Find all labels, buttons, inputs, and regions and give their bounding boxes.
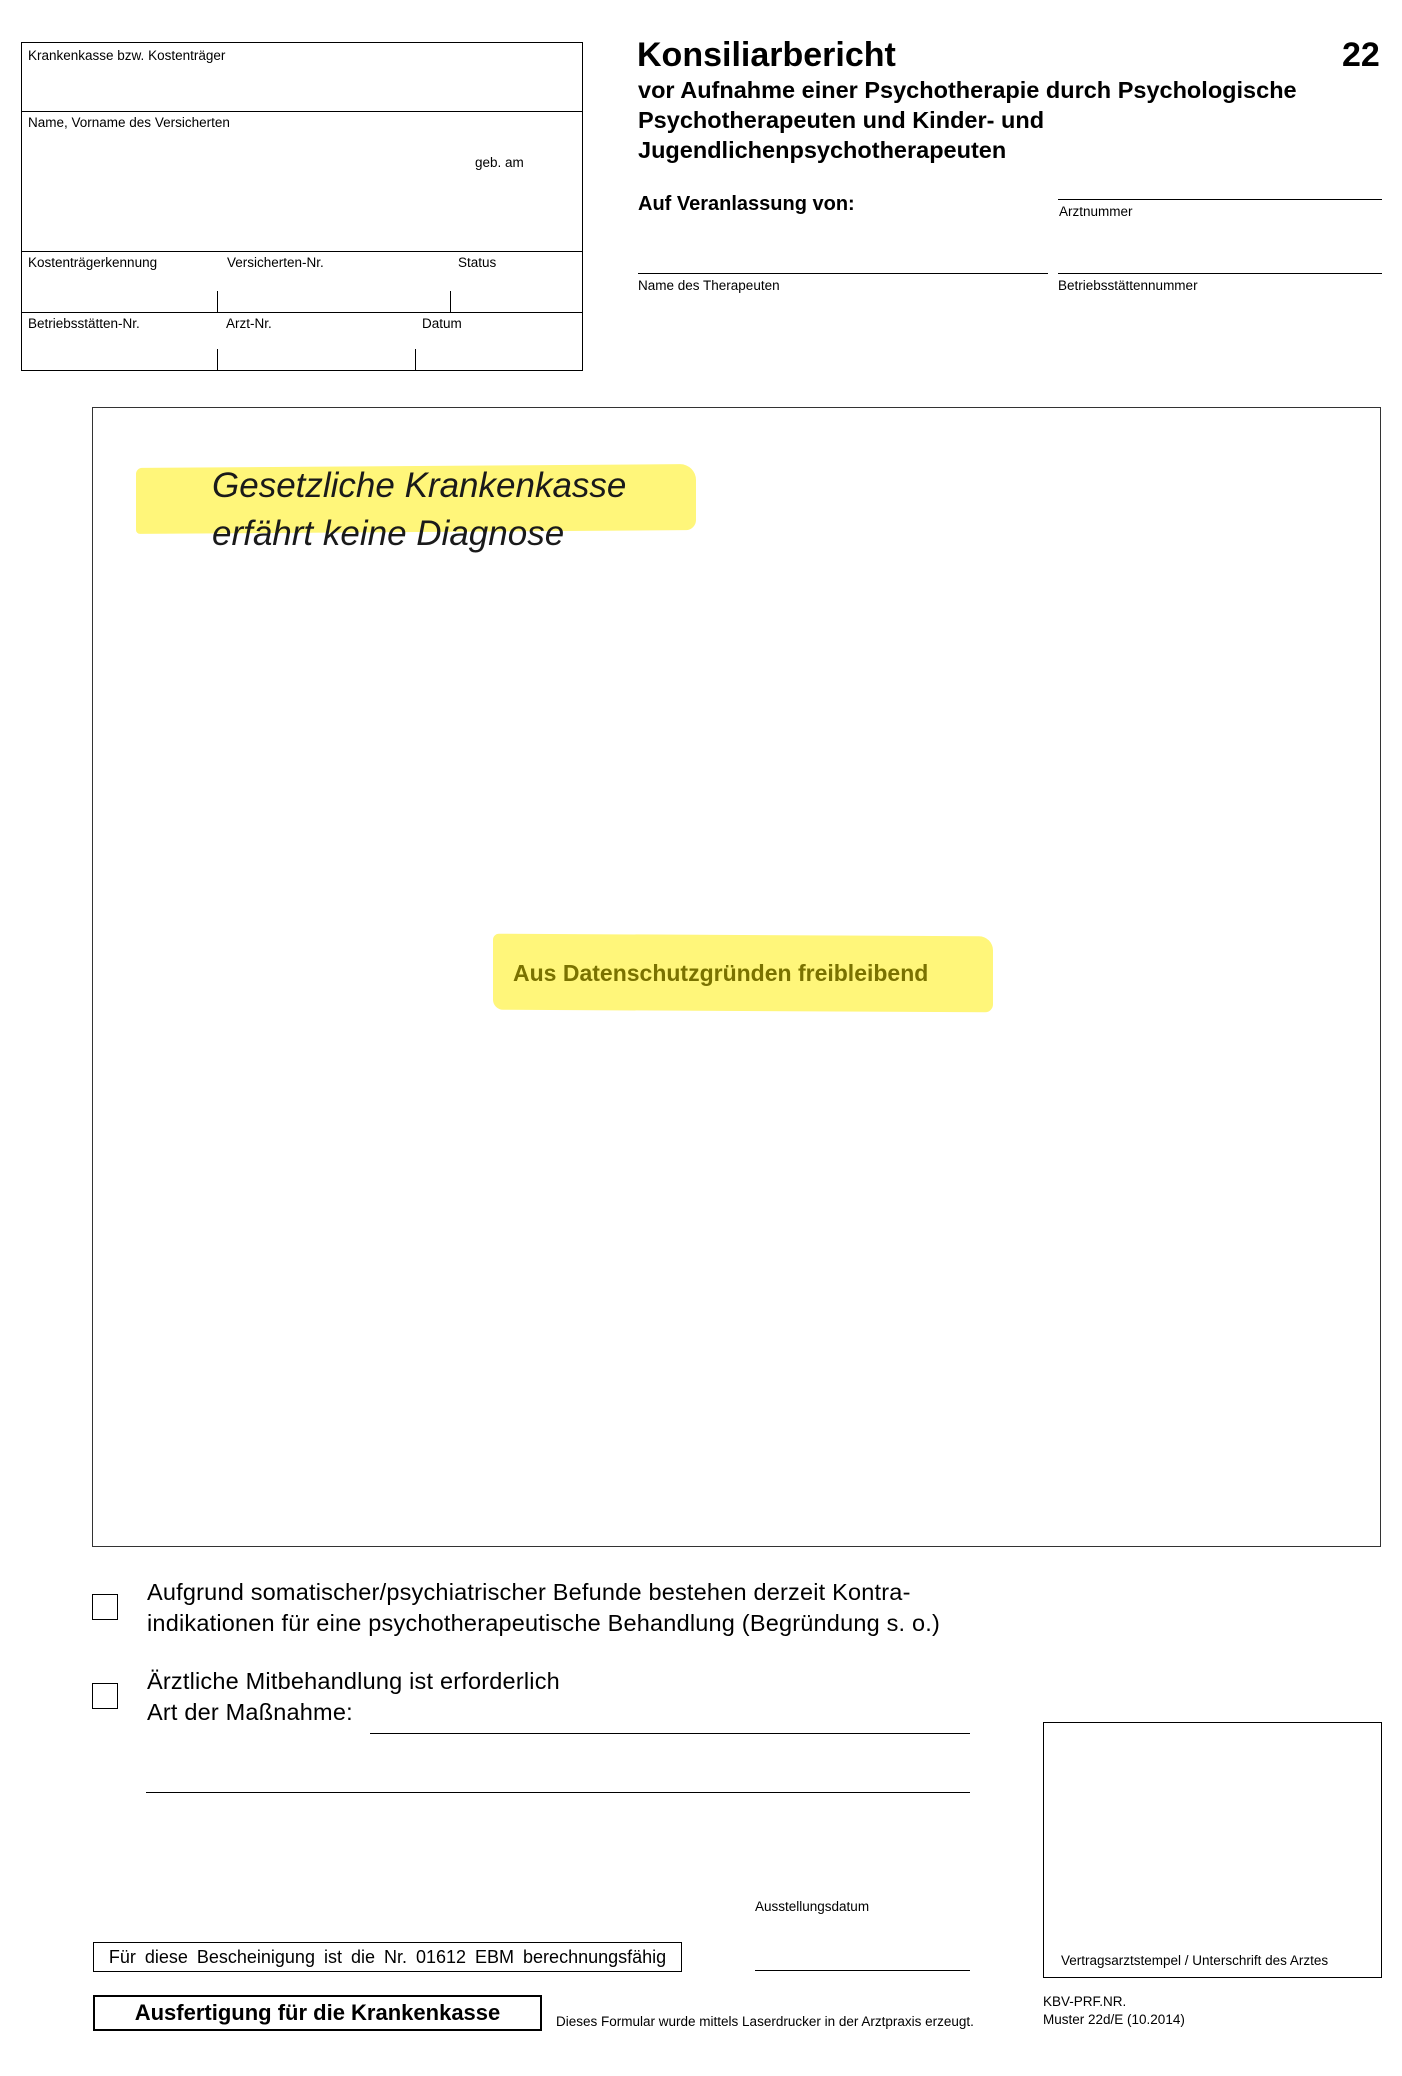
ausstellungsdatum-line[interactable]	[755, 1970, 970, 1971]
versicherten-nr-label: Versicherten-Nr.	[227, 255, 324, 270]
stamp-signature-box	[1043, 1722, 1382, 1978]
divider	[22, 312, 582, 313]
stamp-label: Vertragsarztstempel / Unterschrift des Arztes	[1061, 1953, 1329, 1968]
subtitle-line: Jugendlichenpsychotherapeuten	[638, 137, 1007, 163]
name-label: Name, Vorname des Versicherten	[28, 115, 230, 130]
datenschutz-note: Aus Datenschutzgründen freibleibend	[513, 960, 929, 986]
krankenkasse-label: Krankenkasse bzw. Kostenträger	[28, 48, 226, 63]
field-tick	[415, 349, 416, 370]
checkbox-line: Ärztliche Mitbehandlung ist erforderlich	[147, 1668, 560, 1694]
checkbox-line: indikationen für eine psychotherapeutische Behandlung (Begründung s. o.)	[147, 1610, 941, 1636]
datum-label: Datum	[422, 316, 462, 331]
betriebsstaette-line	[1058, 273, 1382, 274]
divider	[22, 111, 582, 112]
betriebsstaettennummer-label: Betriebsstättennummer	[1058, 278, 1198, 293]
kbv-label: KBV-PRF.NR.	[1043, 1994, 1127, 2009]
therapeut-label: Name des Therapeuten	[638, 278, 780, 293]
mitbehandlung-checkbox[interactable]	[92, 1683, 118, 1709]
mitbehandlung-text	[147, 1666, 560, 1728]
form-number: 22	[1342, 36, 1380, 74]
arztnummer-line	[1058, 199, 1382, 200]
veranlassung-label: Auf Veranlassung von:	[638, 193, 855, 215]
massnahme-line[interactable]	[370, 1733, 970, 1734]
geb-am-label: geb. am	[475, 155, 524, 170]
field-tick	[217, 349, 218, 370]
field-tick	[450, 291, 451, 312]
annotation-line: Gesetzliche Krankenkasse	[212, 466, 627, 505]
laser-note: Dieses Formular wurde mittels Laserdrucker in der Arztpraxis erzeugt.	[556, 2014, 974, 2029]
massnahme-line-2[interactable]	[146, 1792, 970, 1793]
subtitle-line: vor Aufnahme einer Psychotherapie durch Psychologische	[638, 77, 1297, 103]
privacy-annotation	[212, 462, 626, 558]
patient-header-box	[21, 42, 583, 371]
subtitle-line: Psychotherapeuten und Kinder- und	[638, 107, 1045, 133]
divider	[22, 251, 582, 252]
betriebsstaetten-nr-label: Betriebsstätten-Nr.	[28, 316, 140, 331]
field-tick	[217, 291, 218, 312]
muster-label: Muster 22d/E (10.2014)	[1043, 2012, 1185, 2027]
status-label: Status	[458, 255, 497, 270]
ausfertigung-box: Ausfertigung für die Krankenkasse	[93, 1995, 542, 2031]
form-subtitle	[638, 75, 1358, 165]
checkbox-line: Aufgrund somatischer/psychiatrischer Befunde bestehen derzeit Kontra-	[147, 1579, 911, 1605]
checkbox-line: Art der Maßnahme:	[147, 1699, 353, 1725]
kostentraegerkennung-label: Kostenträgerkennung	[28, 255, 158, 270]
arztnummer-label: Arztnummer	[1059, 204, 1133, 219]
kontraindikation-checkbox[interactable]	[92, 1594, 118, 1620]
ebm-note-box: Für diese Bescheinigung ist die Nr. 01612 EBM berechnungsfähig	[93, 1942, 682, 1972]
arzt-nr-label: Arzt-Nr.	[226, 316, 272, 331]
kontraindikation-text	[147, 1577, 940, 1639]
annotation-line: erfährt keine Diagnose	[212, 514, 565, 553]
therapeut-line	[638, 273, 1048, 274]
form-title: Konsiliarbericht	[637, 36, 896, 74]
ausstellungsdatum-label: Ausstellungsdatum	[755, 1899, 870, 1914]
